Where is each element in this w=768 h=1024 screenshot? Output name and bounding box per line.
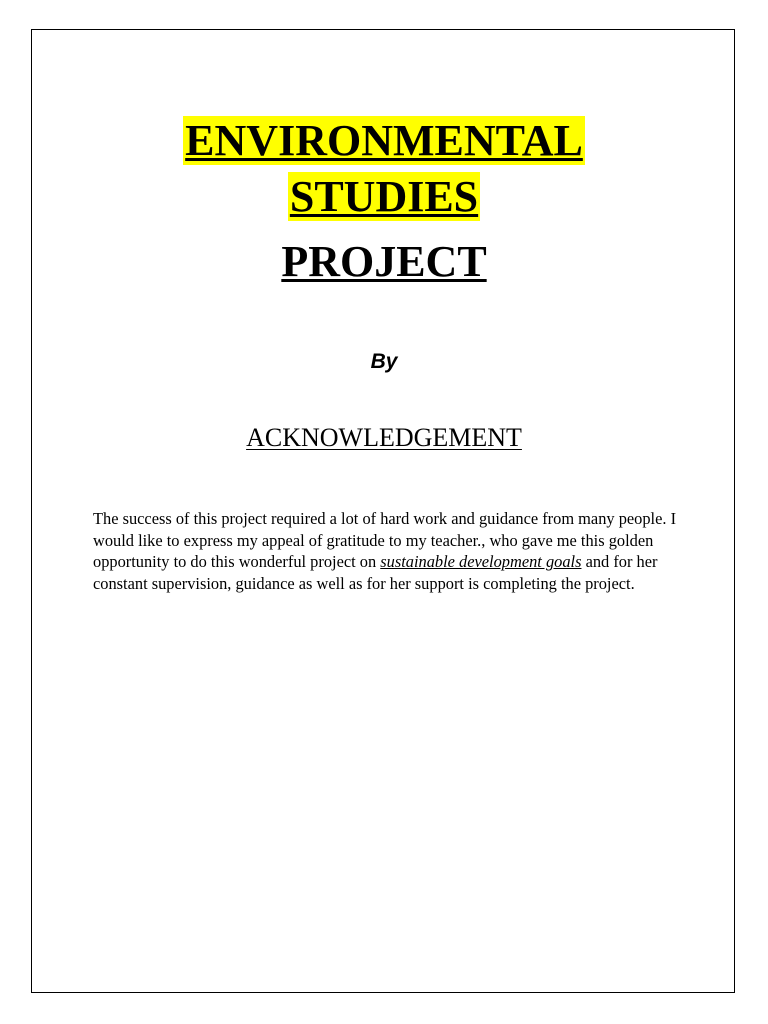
title-line-environmental [0, 113, 768, 169]
acknowledgement-text-before: The success of this project required a lot of hard work and guidance from many people. I would like to express my appeal of gratitude to my teacher., who gave me this golden opportunity to do this wonderful project on [93, 509, 677, 571]
acknowledgement-text-after: and for her constant supervision, guidance as well as for her support is completing the project. [93, 552, 658, 593]
title-project: PROJECT [281, 237, 487, 286]
title-line-studies [0, 169, 768, 225]
title-block [0, 113, 768, 225]
title-studies: STUDIES [289, 172, 479, 221]
acknowledgement-emphasis: sustainable development goals [380, 552, 582, 571]
by-label: By [370, 350, 398, 373]
acknowledgement-body [93, 508, 683, 594]
title-environmental: ENVIRONMENTAL [185, 116, 583, 165]
acknowledgement-heading: ACKNOWLEDGEMENT [246, 423, 522, 452]
